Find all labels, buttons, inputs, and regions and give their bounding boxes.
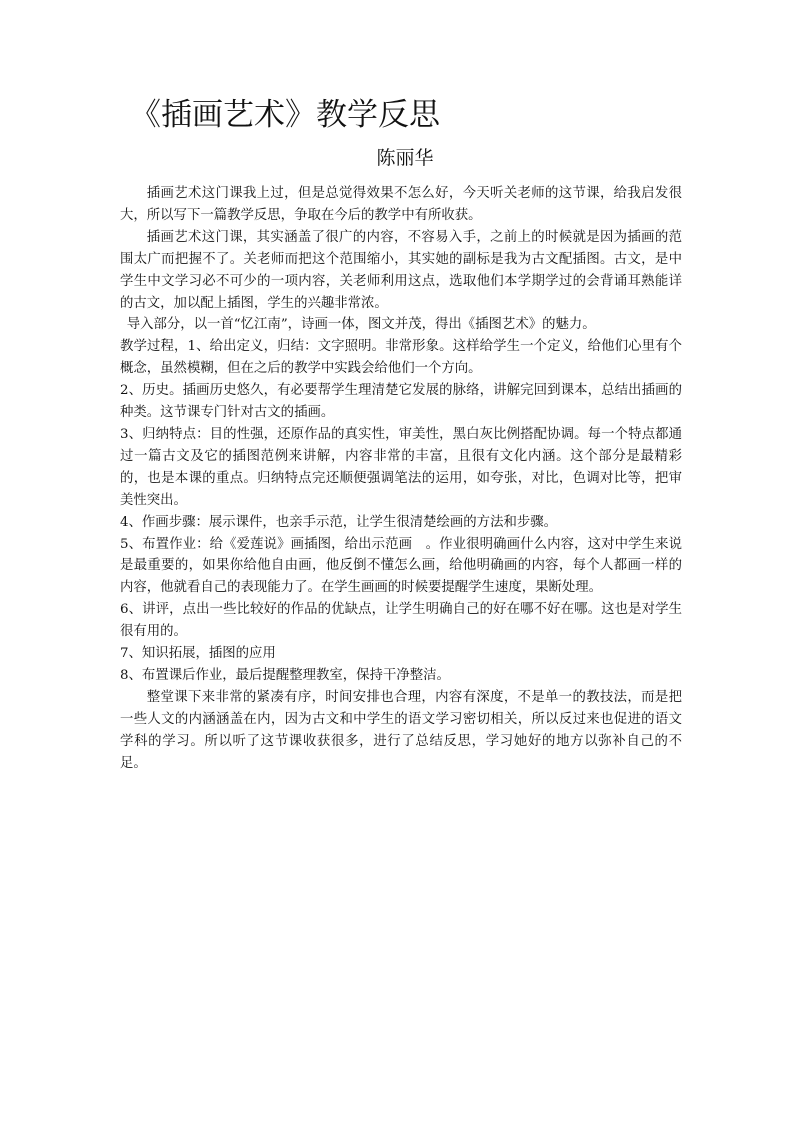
document-author: 陈丽华 (376, 147, 434, 169)
paragraph-step-1: 教学过程，1、给出定义，归结：文字照明。非常形象。这样给学生一个定义，给他们心里有个概念，虽然模糊，但在之后的教学中实践会给他们一个方向。 (120, 339, 682, 377)
paragraph-step-3: 3、归纳特点：目的性强，还原作品的真实性，审美性，黑白灰比例搭配协调。每一个特点都通过一篇古文及它的插图范例来讲解，内容非常的丰富，且很有文化内涵。这个部分是最精彩的，也是本课的重点。归纳特点完还顺便强调笔法的运用，如夸张，对比，色调对比等，把审美性突出。 (120, 426, 682, 508)
paragraph-step-4: 4、作画步骤：展示课件，也亲手示范，让学生很清楚绘画的方法和步骤。 (120, 514, 558, 530)
document-title: 《插画艺术》教学反思 (130, 97, 440, 133)
paragraph-step-8: 8、布置课后作业，最后提醒整理教室，保持干净整洁。 (120, 667, 450, 683)
document-body (120, 183, 682, 774)
paragraph-intro: 插画艺术这门课我上过，但是总觉得效果不怎么好，今天听关老师的这节课，给我启发很大，所以写下一篇教学反思，争取在今后的教学中有所收获。 (120, 186, 682, 223)
paragraph-lead-in: 导入部分，以一首“忆江南”，诗画一体，图文并茂，得出《插图艺术》的魅力。 (126, 317, 596, 333)
paragraph-step-6: 6、讲评，点出一些比较好的作品的优缺点，让学生明确自己的好在哪不好在哪。这也是对学生很有用的。 (120, 602, 682, 640)
paragraph-scope: 插画艺术这门课，其实涵盖了很广的内容，不容易入手，之前上的时候就是因为插画的范围太广而把握不了。关老师而把这个范围缩小，其实她的副标是我为古文配插图。古文，是中学生中文学习必不可少的一项内容，关老师利用这点，选取他们本学期学过的会背诵耳熟能详的古文，加以配上插图，学生的兴趣非常浓。 (120, 229, 682, 311)
paragraph-step-7: 7、知识拓展，插图的应用 (120, 646, 276, 662)
paragraph-step-2: 2、历史。插画历史悠久，有必要帮学生理清楚它发展的脉络，讲解完回到课本，总结出插画的种类。这节课专门针对古文的插画。 (120, 383, 682, 421)
paragraph-conclusion: 整堂课下来非常的紧凑有序，时间安排也合理，内容有深度，不是单一的教技法，而是把一些人文的内涵涵盖在内，因为古文和中学生的语文学习密切相关，所以反过来也促进的语文学科的学习。所以听了这节课收获很多，进行了总结反思，学习她好的地方以弥补自己的不足。 (120, 689, 682, 771)
paragraph-step-5: 5、布置作业：给《爱莲说》画插图，给出示范画 。作业很明确画什么内容，这对中学生来说是最重要的，如果你给他自由画，他反倒不懂怎么画，给他明确画的内容，每个人都画一样的内容，他就看自己的表现能力了。在学生画画的时候要提醒学生速度，果断处理。 (120, 536, 682, 596)
